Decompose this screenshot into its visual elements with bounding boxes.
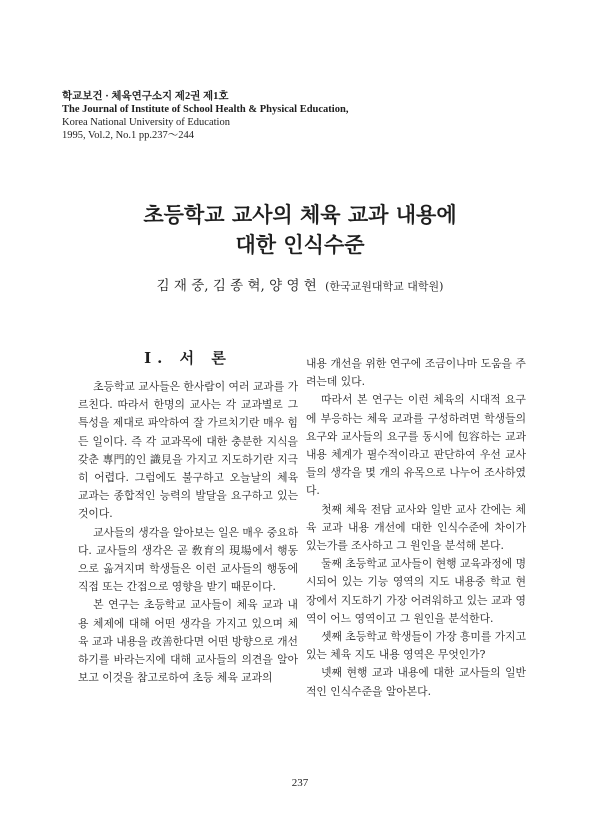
page-number: 237: [291, 777, 309, 789]
body-paragraph: 내용 개선을 위한 연구에 조금이나마 도움을 주려는데 있다.: [306, 357, 526, 389]
journal-english-name: The Journal of Institute of School Health & Physical Education,: [62, 104, 349, 115]
body-paragraph: 둘째 초등학교 교사들이 현행 교육과정에 명시되어 있는 기능 영역의 지도 내용중 학교 현장에서 지도하기 가장 어려워하고 있는 교과 영역이 어느 영역이고 그 원인을 분석한다.: [306, 557, 527, 625]
body-paragraph: 교사들의 생각을 알아보는 일은 매우 중요하다. 교사들의 생각은 곧 敎育의 現場에서 행동으로 옮겨지며 학생들은 이런 교사들의 행동에 직접 또는 간접으로 영향을 받기 때문이다.: [78, 525, 299, 594]
body-paragraph: 본 연구는 초등학교 교사들이 체육 교과 내용 체제에 대해 어떤 생각을 가지고 있으며 체육 교과 내용을 改善한다면 어떤 방향으로 개선하기를 바라는지에 대해 교사들의 의견을 알아보고 이것을 참고로하여 초등 체육 교과의: [78, 598, 298, 685]
paper-title: [0, 200, 600, 260]
author-affiliation: (한국교원대학교 대학원): [325, 280, 444, 293]
journal-korean-name: 학교보건 · 체육연구소지 제2권 제1호: [62, 91, 229, 102]
body-paragraph: 첫째 체육 전담 교사와 일반 교사 간에는 체육 교과 내용 개선에 대한 인식수준에 차이가 있는가를 조사하고 그 원인을 분석해 본다.: [306, 502, 526, 553]
section-heading: Ⅰ. 서 론: [144, 349, 232, 367]
author-line: [0, 274, 600, 294]
author-names: 김 재 중, 김 종 혁, 양 영 현: [156, 278, 317, 294]
title-block: [0, 200, 600, 260]
university-name: Korea National University of Education: [62, 117, 230, 128]
citation-info: 1995, Vol.2, No.1 pp.237～244: [62, 130, 195, 141]
left-column: [78, 348, 298, 687]
body-paragraph: 따라서 본 연구는 이런 체육의 시대적 요구에 부응하는 체육 교과를 구성하려면 학생들의 요구와 교사들의 요구를 동시에 包容하는 교과 내용 체계가 필수적이라고 판단하여 우선 교사들의 생각을 몇 개의 유목으로 나누어 조사하였다.: [306, 393, 526, 498]
paper-title-line-2: 대한 인식수준: [235, 232, 365, 257]
body-paragraph: 초등학교 교사들은 한사람이 여러 교과를 가르친다. 따라서 한명의 교사는 각 교과별로 그 특성을 제대로 파악하여 잘 가르치기란 매우 힘든 일이다. 즉 각 교과목에 대한 충분한 지식을 갖춘 專門的인 識見을 가지고 지도하기란 지극히 어렵다. 그럼에도 불구하고 오늘날의 체육 교과는 종합적인 능력의 발달을 요구하고 있는 것이다.: [78, 380, 299, 521]
journal-header: [62, 90, 502, 142]
body-paragraph: 셋째 초등학교 학생들이 가장 흥미를 가지고 있는 체육 지도 내용 영역은 무엇인가?: [306, 630, 527, 662]
body-paragraph: 넷째 현행 교과 내용에 대한 교사들의 일반적인 인식수준을 알아본다.: [306, 666, 526, 698]
right-column: [306, 355, 526, 701]
paper-title-line-1: 초등학교 교사의 체육 교과 내용에: [143, 202, 457, 227]
